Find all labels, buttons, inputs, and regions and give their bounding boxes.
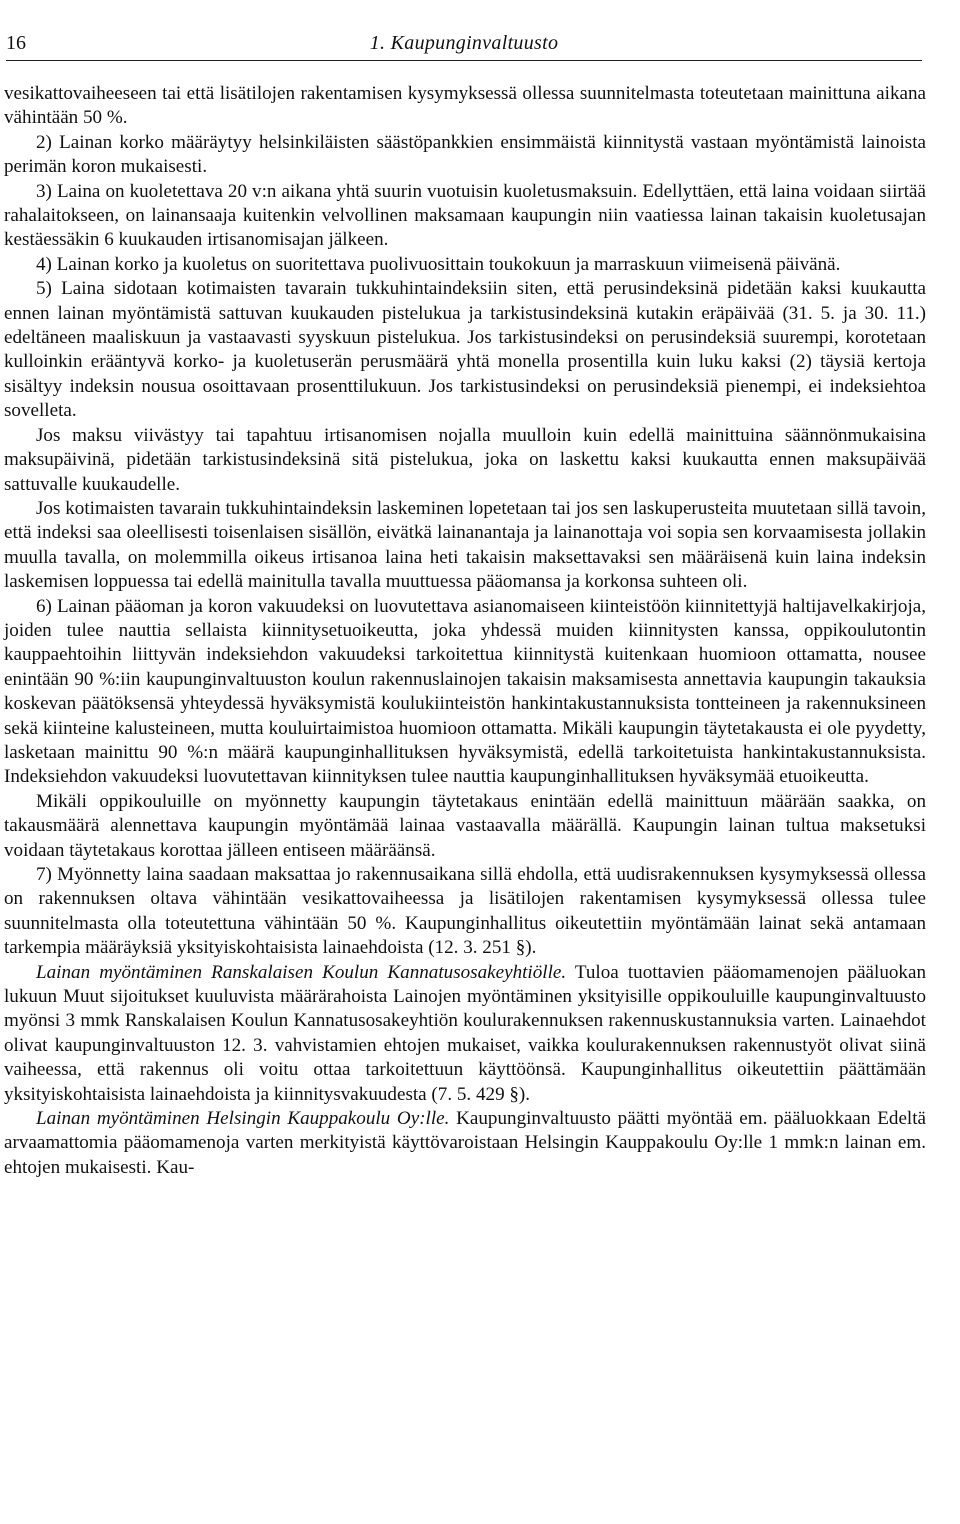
body-text (4, 82, 926, 1180)
paragraph (4, 961, 926, 1107)
paragraph: 2) Lainan korko määräytyy helsinkiläisten säästöpankkien ensimmäistä kiinnitystä vastaan myöntämistä lainoista perimän koron mukaisesti. (4, 131, 926, 178)
paragraph: 5) Laina sidotaan kotimaisten tavarain tukkuhintaindeksiin siten, että perusindeksinä pidetään kaksi kuukautta ennen lainan myöntämistä sattuvan kuukauden pistelukua ja tarkistusindeksinä kutakin eräpäivää (31. 5. ja 30. 11.) edeltäneen maaliskuun ja vastaavasti syyskuun pistelukua. Jos tarkistusindeksi on perusindeksiä suurempi, korotetaan kulloinkin erääntyvä korko- ja kuoletuserän perusmäärä yhtä monella prosentilla kuin luku kaksi (2) täysiä kertoja sisältyy indeksin nousua osoittavaan prosenttilukuun. Jos tarkistusindeksi on perusindeksiä pienempi, ei indeksiehtoa sovelleta. (4, 278, 926, 422)
running-title: 1. Kaupunginvaltuusto (369, 32, 559, 54)
paragraph: Jos maksu viivästyy tai tapahtuu irtisanomisen nojalla muulloin kuin edellä mainittuina säännönmukaisina maksupäivinä, pidetään tarkistusindeksinä sitä pistelukua, joka on laskettu kaksi kuukautta ennen maksupäivää sattuvalle kuukaudelle. (4, 424, 926, 495)
paragraph: vesikattovaiheeseen tai että lisätilojen rakentamisen kysymyksessä ollessa suunnitelmasta toteutetaan mainittuna aikana vähintään 50 %. (4, 83, 926, 129)
paragraph-body: Tuloa tuottavien pääomamenojen pääluokan lukuun Muut sijoitukset kuuluvista määrärahoista Lainojen myöntäminen yksityisille oppikouluille kaupunginvaltuusto myönsi 3 mmk Ranskalaisen Koulun Kannatusosakeyhtiön koulurakennuksen rakennuskustannuksia varten. Lainaehdot olivat kaupunginvaltuuston 12. 3. vahvistamien ehtojen mukaiset, vaikka koulurakennuksen rakennustyöt olivat siinä vaiheessa, että rakennus oli voitu ottaa tarkoitettuun käyttöönsä. Kaupunginhallitus oikeutettiin päättämään yksityiskohtaisista lainaehdoista ja kiinnitysvakuudesta (7. 5. 429 §). (4, 961, 926, 1105)
paragraph (4, 1107, 926, 1180)
paragraph-lead: Lainan myöntäminen Ranskalaisen Koulun Kannatusosakeyhtiölle. (36, 961, 567, 983)
paragraph-lead: Lainan myöntäminen Helsingin Kauppakoulu Oy:lle. (36, 1108, 450, 1130)
paragraph-body: Kaupunginvaltuusto päätti myöntää em. pääluokkaan Edeltä arvaamattomia pääomamenoja varten merkityistä käyttövaroistaan Helsingin Kauppakoulu Oy:lle 1 mmk:n lainan em. ehtojen mukaisesti. Kau- (4, 1108, 926, 1178)
paragraph: 7) Myönnetty laina saadaan maksattaa jo rakennusaikana sillä ehdolla, että uudisrakennuksen kysymyksessä ollessa on rakennuksen oltava vähintään vesikattovaiheessa ja lisätilojen rakentamisen kysymyksessä ollessa tulee suunnitelmasta olla toteutettuna vähintään 50 %. Kaupunginhallitus oikeutettiin myöntämään lainat sekä antamaan tarkempia määräyksiä yksityiskohtaisista lainaehdoista (12. 3. 251 §). (4, 864, 926, 959)
page-number: 16 (6, 32, 26, 54)
page-header (6, 32, 922, 61)
paragraph: 3) Laina on kuoletettava 20 v:n aikana yhtä suurin vuotuisin kuoletusmaksuin. Edellyttäen, että laina voidaan siirtää rahalaitokseen, on lainansaaja kuitenkin velvollinen maksamaan kaupungin niin vaatiessa lainan takaisin kuoletusajan kestäessäkin 6 kuukauden irtisanomisajan jälkeen. (4, 180, 926, 251)
paragraph: 6) Lainan pääoman ja koron vakuudeksi on luovutettava asianomaiseen kiinteistöön kiinnitettyjä haltijavelkakirjoja, joiden tulee nauttia sellaista kiinnitysetuoikeutta, joka yhdessä muiden kiinnitysten kanssa, oppikoulutontin kauppaehtoihin liittyvän indeksiehdon vakuudeksi tarkoitettua kiinnitystä kuitenkaan huomioon ottamatta, nousee enintään 90 %:iin kaupunginvaltuuston koulun rakennuslainojen takaisin maksamisesta annettavia kaupungin takauksia koskevan päätöksensä yhteydessä hyväksymistä koulukiinteistön hankintakustannuksista tontteineen ja rakennuksineen sekä kiinteine kalusteineen, mutta kouluirtaimistoa huomioon ottamatta. Mikäli kaupungin täytetakausta ei ole pyydetty, lasketaan mainittu 90 %:n määrä kaupunginhallituksen hyväksymistä, edellä tarkoitetuista hankintakustannuksista. Indeksiehdon vakuudeksi luovutettavan kiinnityksen tulee nauttia kaupunginhallituksen hyväksymää etuoikeutta. (4, 595, 926, 788)
paragraph: 4) Lainan korko ja kuoletus on suoritettava puolivuosittain toukokuun ja marraskuun viimeisenä päivänä. (36, 253, 841, 275)
paragraph: Jos kotimaisten tavarain tukkuhintaindeksin laskeminen lopetetaan tai jos sen laskuperusteita muutetaan sillä tavoin, että indeksi saa oleellisesti toisenlaisen sisällön, eivätkä lainanantaja ja lainanottaja voi sopia sen korvaamisesta jollakin muulla tavalla, on molemmilla oikeus irtisanoa laina heti takaisin maksettavaksi sen määräisenä kuin laina indeksin laskemisen loppuessa tai edellä mainitulla tavalla muuttuessa pääomansa ja korkonsa suhteen oli. (4, 497, 926, 593)
paragraph: Mikäli oppikouluille on myönnetty kaupungin täytetakaus enintään edellä mainittuun määrään saakka, on takausmäärä alennettava kaupungin myöntämää lainaa vastaavalla määrällä. Kaupungin lainan tultua maksetuksi voidaan täytetakaus korottaa jälleen entiseen määräänsä. (4, 790, 926, 861)
